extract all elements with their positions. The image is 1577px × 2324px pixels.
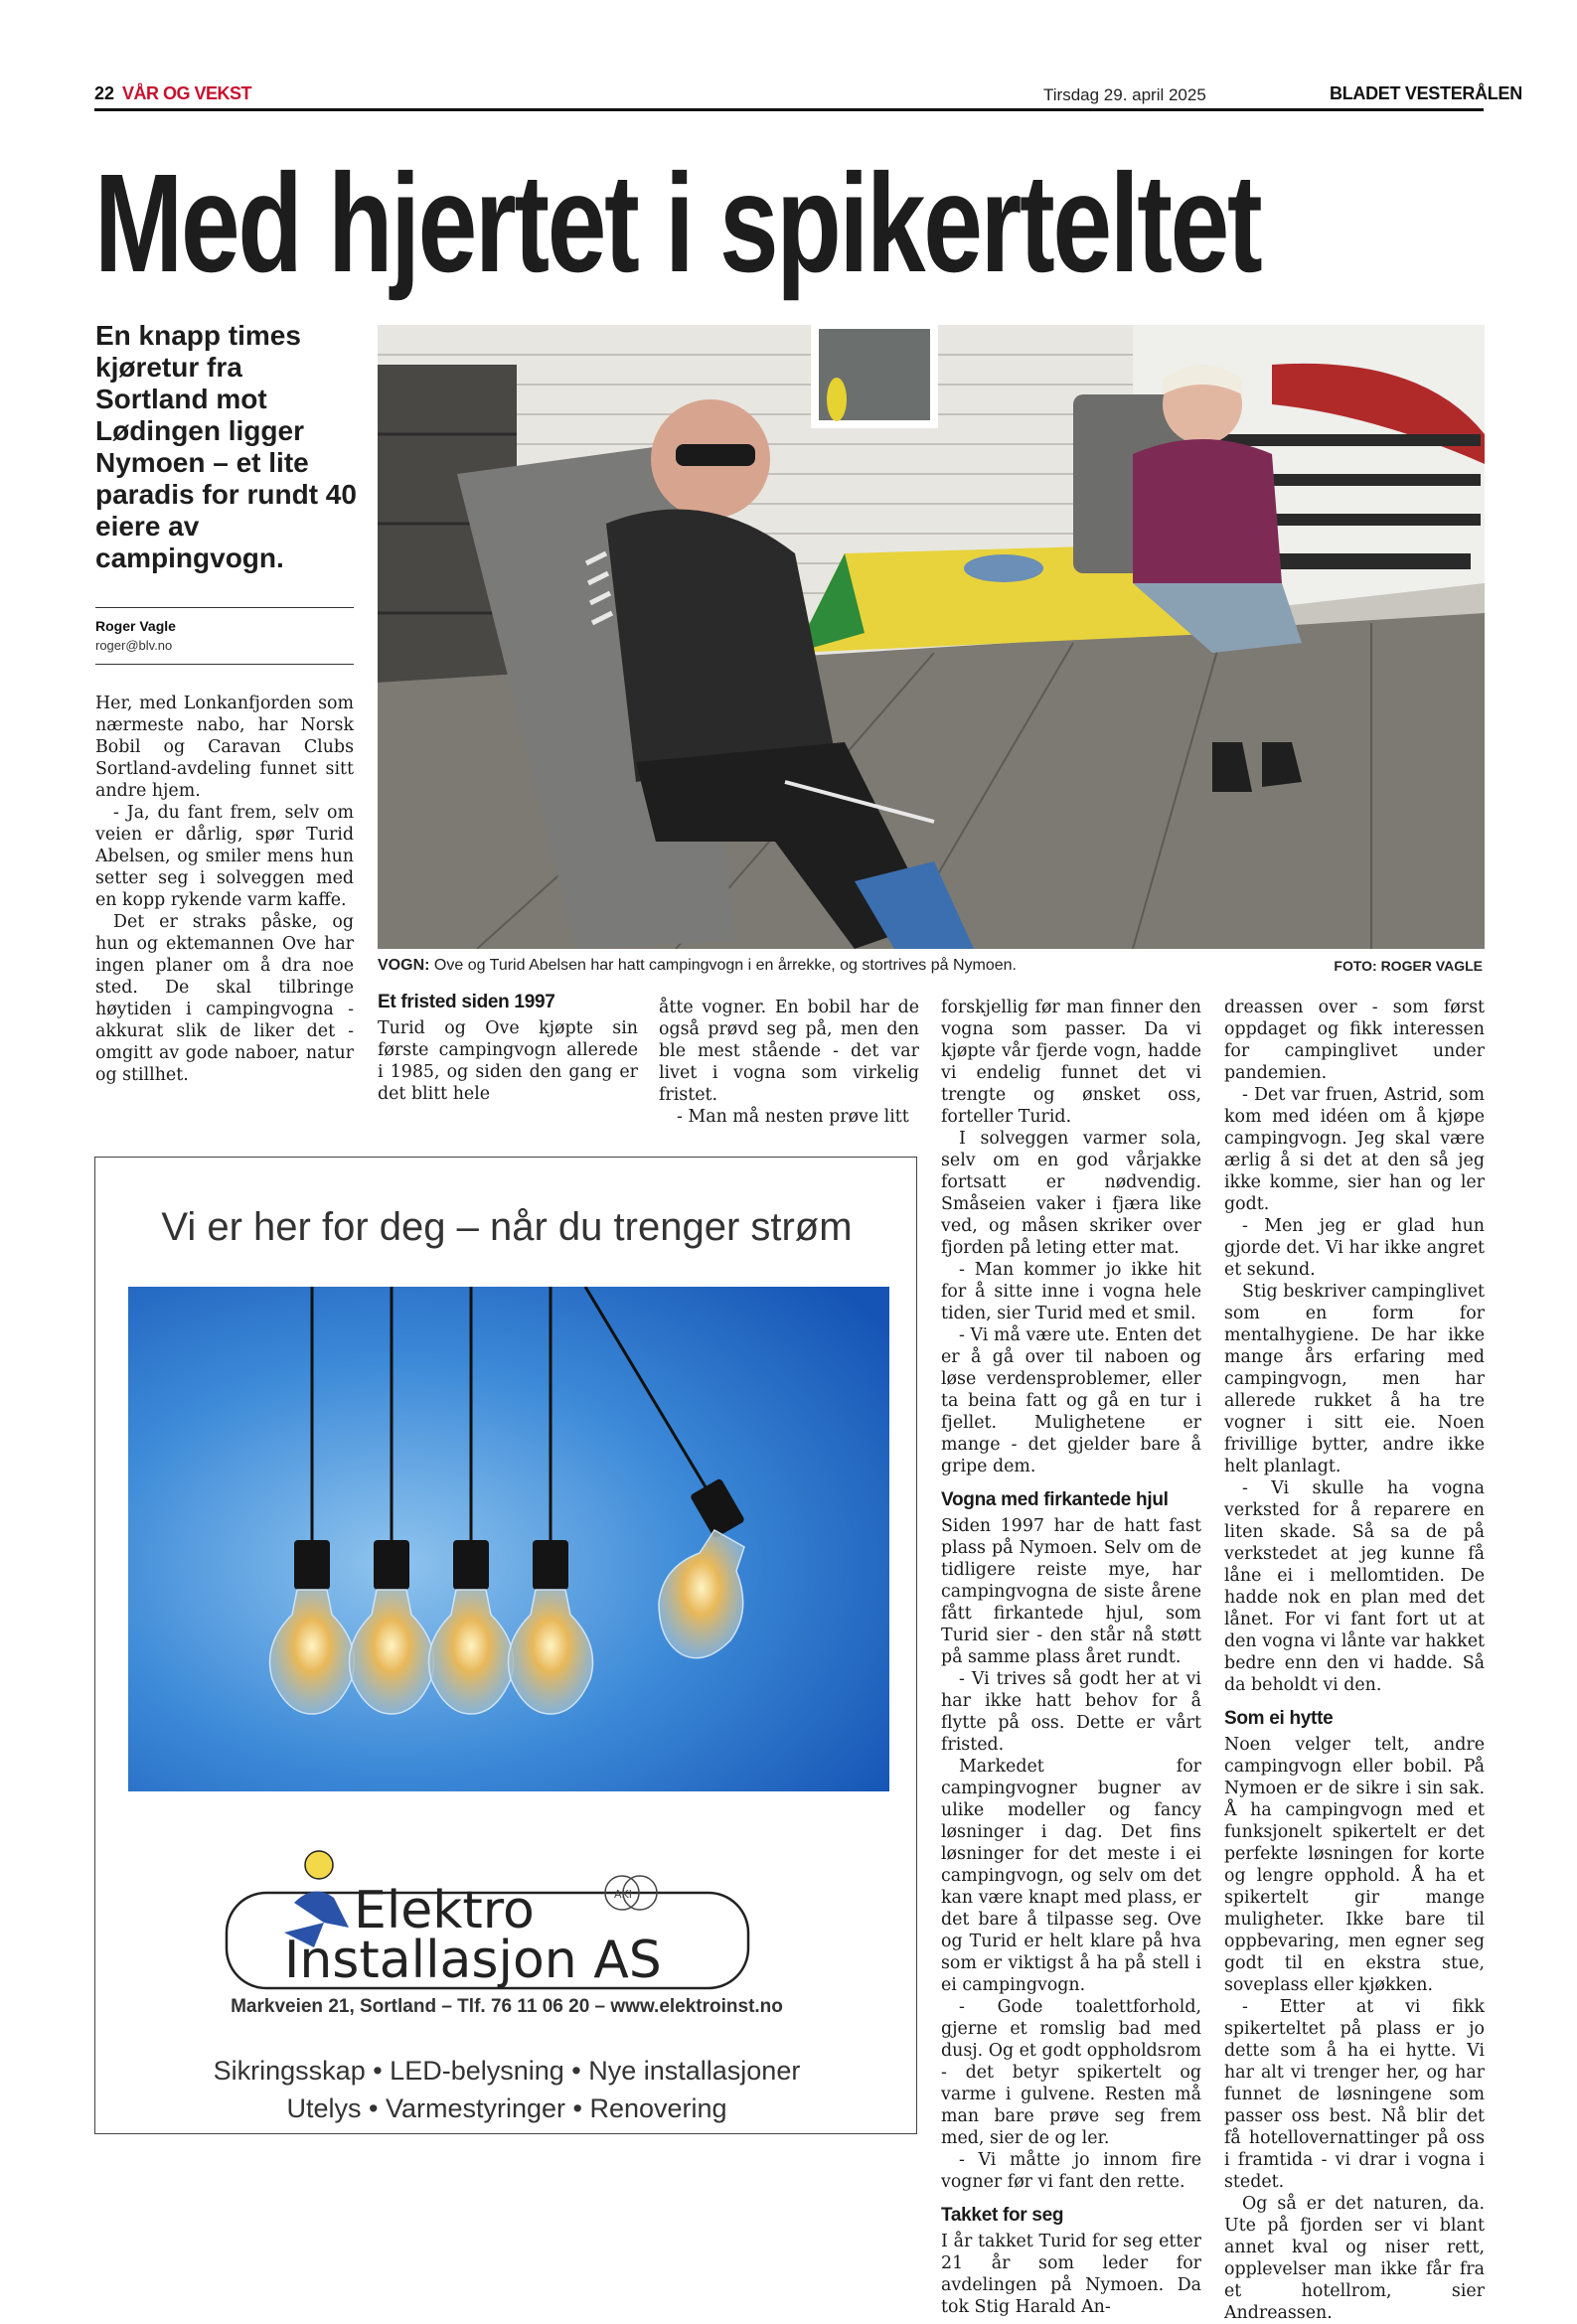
- article-paragraph: Noen velger telt, andre campingvogn eller bobil. På Nymoen er de sikre i sin sak. Å ha campingvogn med et funksjonelt spikertelt er det perfekte løsningen for korte og lengre opphold. Å ha et spikertelt gir mange muligheter. Ikke bare til oppbevaring, men egner seg godt til en ekstra stue, soveplass eller kjøkken.: [1224, 1735, 1485, 1995]
- company-logo: [225, 1833, 781, 2022]
- subheading: Som ei hytte: [1224, 1708, 1334, 1729]
- ad-services: [95, 2052, 918, 2127]
- article-paragraph: åtte vogner. En bobil har de også prøvd seg på, men den ble mest stående - det var livet i vogna som virkelig fristet.: [659, 998, 919, 1105]
- company-name-line1: Elektro: [354, 1881, 535, 1940]
- article-headline: Med hjertet i spikerteltet: [94, 144, 1261, 301]
- ad-address[interactable]: Markveien 21, Sortland – Tlf. 76 11 06 20 – www.elektroinst.no: [231, 1996, 783, 2017]
- article-paragraph: - Det var fruen, Astrid, som kom med idéen om å kjøpe campingvogn. Jeg skal være ærlig å si det at den så jeg ikke komme, sier han og ler godt.: [1224, 1085, 1485, 1214]
- byline-name: Roger Vagle: [95, 618, 176, 634]
- article-paragraph: forskjellig før man finner den vogna som passer. Da vi kjøpte vår fjerde vogn, hadde vi endelig funnet det vi trengte og ønsket oss, forteller Turid.: [941, 998, 1201, 1127]
- byline-email: roger@blv.no: [95, 638, 173, 653]
- article-column-3: [659, 997, 919, 1128]
- article-paragraph: I solveggen varmer sola, selv om en god vårjakke fortsatt er nødvendig. Småseien vaker i fjæra like ved, og måsen skriker over fjorden på leting etter mat.: [941, 1129, 1201, 1258]
- certification-badge: AKI: [614, 1888, 632, 1901]
- services-line-1: Sikringsskap • LED-belysning • Nye installasjoner: [213, 2056, 801, 2086]
- article-paragraph: - Man kommer jo ikke hit for å sitte inne i vogna hele tiden, sier Turid med et smil.: [941, 1260, 1201, 1323]
- article-paragraph: - Men jeg er glad hun gjorde det. Vi har ikke angret et sekund.: [1224, 1216, 1485, 1280]
- issue-date: Tirsdag 29. april 2025: [1043, 85, 1206, 104]
- article-column-5: [1224, 997, 1485, 2324]
- page-number: 22: [94, 83, 115, 103]
- subheading: Vogna med firkantede hjul: [941, 1489, 1169, 1510]
- article-paragraph: - Gode toalettforhold, gjerne et romslig bad med dusj. Og et godt oppholdsrom - det betyr spikertelt og varme i gulvene. Resten må man bare prøve seg frem med, sier de og ler.: [941, 1997, 1201, 2148]
- ad-headline: Vi er her for deg – når du trenger strøm: [161, 1205, 853, 1249]
- subheading: Et fristed siden 1997: [378, 992, 555, 1012]
- article-paragraph: - Man må nesten prøve litt: [677, 1107, 909, 1127]
- header-rule: [94, 108, 1484, 111]
- article-paragraph: - Vi måtte jo innom fire vogner før vi fant den rette.: [941, 2150, 1201, 2192]
- page-header-left: [94, 83, 251, 104]
- article-paragraph: - Vi må være ute. Enten det er å gå over til naboen og løse verdensproblemer, eller ta beina fatt og gå en tur i fjellet. Mulighetene er mange - det gjelder bare å gripe dem.: [941, 1325, 1201, 1476]
- article-paragraph: Siden 1997 har de hatt fast plass på Nymoen. Selv om de tidligere reiste mye, har campingvogna de siste årene fått firkantede hjul, som Turid sier - den står nå støtt på samme plass året rundt.: [941, 1516, 1201, 1667]
- caption-text: Ove og Turid Abelsen har hatt campingvogn i en årrekke, og stortrives på Nymoen.: [429, 957, 1017, 974]
- light-bulbs-image: [128, 1287, 889, 1791]
- company-name-line2: Installasjon AS: [284, 1931, 662, 1990]
- byline-top-rule: [95, 607, 354, 608]
- article-paragraph: Det er straks påske, og hun og ektemannen Ove har ingen planer om å dra noe sted. De skal tilbringe høytiden i campingvogna - akkurat slik de liker det - omgitt av gode naboer, natur og stillhet.: [95, 912, 354, 1085]
- article-paragraph: dreassen over - som først oppdaget og fikk interessen for campinglivet under pandemien.: [1224, 998, 1485, 1083]
- article-paragraph: Turid og Ove kjøpte sin første campingvogn allerede i 1985, og siden den gang er det blitt hele: [378, 1018, 638, 1104]
- caption-label: VOGN:: [378, 957, 430, 974]
- photo-caption: [378, 957, 1485, 975]
- article-paragraph: Stig beskriver campinglivet som en form for mentalhygiene. De har ikke mange års erfaring med campingvogn, men har allerede rukket å ha tre vogner i sitt eie. Noen frivillige bytter, andre ikke helt planlagt.: [1224, 1282, 1485, 1476]
- article-ingress: En knapp times kjøretur fra Sortland mot Lødingen ligger Nymoen – et lite paradis for rundt 40 eiere av campingvogn.: [95, 320, 357, 573]
- newspaper-name: BLADET VESTERÅLEN: [1330, 83, 1522, 103]
- article-column-1: [95, 693, 354, 1086]
- article-paragraph: Her, med Lonkanfjorden som nærmeste nabo, har Norsk Bobil og Caravan Clubs Sortland-avdeling funnet sitt andre hjem.: [95, 694, 354, 801]
- article-paragraph: - Vi skulle ha vogna verksted for å reparere en liten skade. Så sa de på verkstedet at jeg kunne få låne ei i mellomtiden. De hadde nok en plan med det lånet. For vi fant fort ut at den vogna vi lånte var hakket bedre enn den vi hadde. Så da beholdt vi den.: [1224, 1478, 1485, 1695]
- services-line-2: Utelys • Varmestyringer • Renovering: [286, 2093, 727, 2123]
- article-paragraph: - Ja, du fant frem, selv om veien er dårlig, spør Turid Abelsen, og smiler mens hun setter seg i solveggen med en kopp rykende varm kaffe.: [95, 803, 354, 910]
- article-paragraph: - Vi trives så godt her at vi har ikke hatt behov for å flytte på oss. Dette er vårt fristed.: [941, 1669, 1201, 1755]
- article-paragraph: - Etter at vi fikk spikerteltet på plass er jo dette som å ha ei hytte. Vi har alt vi trenger her, og har funnet de løsningene som passer oss best. Nå blir det få hotellovernattinger på oss i framtida - vi drar i vogna i stedet.: [1224, 1997, 1485, 2192]
- article-paragraph: Markedet for campingvogner bugner av ulike modeller og fancy løsninger i dag. Det fins løsninger for det meste i ei campingvogn, og selv om det kan være knapt med plass, er det bare å tilpasse seg. Ove og Turid er helt klare på hva som er viktigst å ha på stell i ei campingvogn.: [941, 1757, 1201, 1995]
- byline-bottom-rule: [95, 664, 354, 665]
- photo-credit: FOTO: ROGER VAGLE: [1334, 958, 1483, 974]
- article-column-2: [378, 992, 638, 1105]
- advertisement[interactable]: [94, 1157, 917, 2134]
- article-paragraph: I år takket Turid for seg etter 21 år som leder for avdelingen på Nymoen. Da tok Stig Harald An-: [941, 2232, 1201, 2317]
- article-column-4: [941, 997, 1201, 2318]
- section-label: VÅR OG VEKST: [122, 83, 252, 103]
- subheading: Takket for seg: [941, 2205, 1064, 2226]
- article-photo: [378, 325, 1485, 949]
- article-paragraph: Og så er det naturen, da. Ute på fjorden ser vi blant annet kval og niser rett, opplevelser man ikke får fra et hotellrom, sier Andreassen.: [1224, 2194, 1485, 2323]
